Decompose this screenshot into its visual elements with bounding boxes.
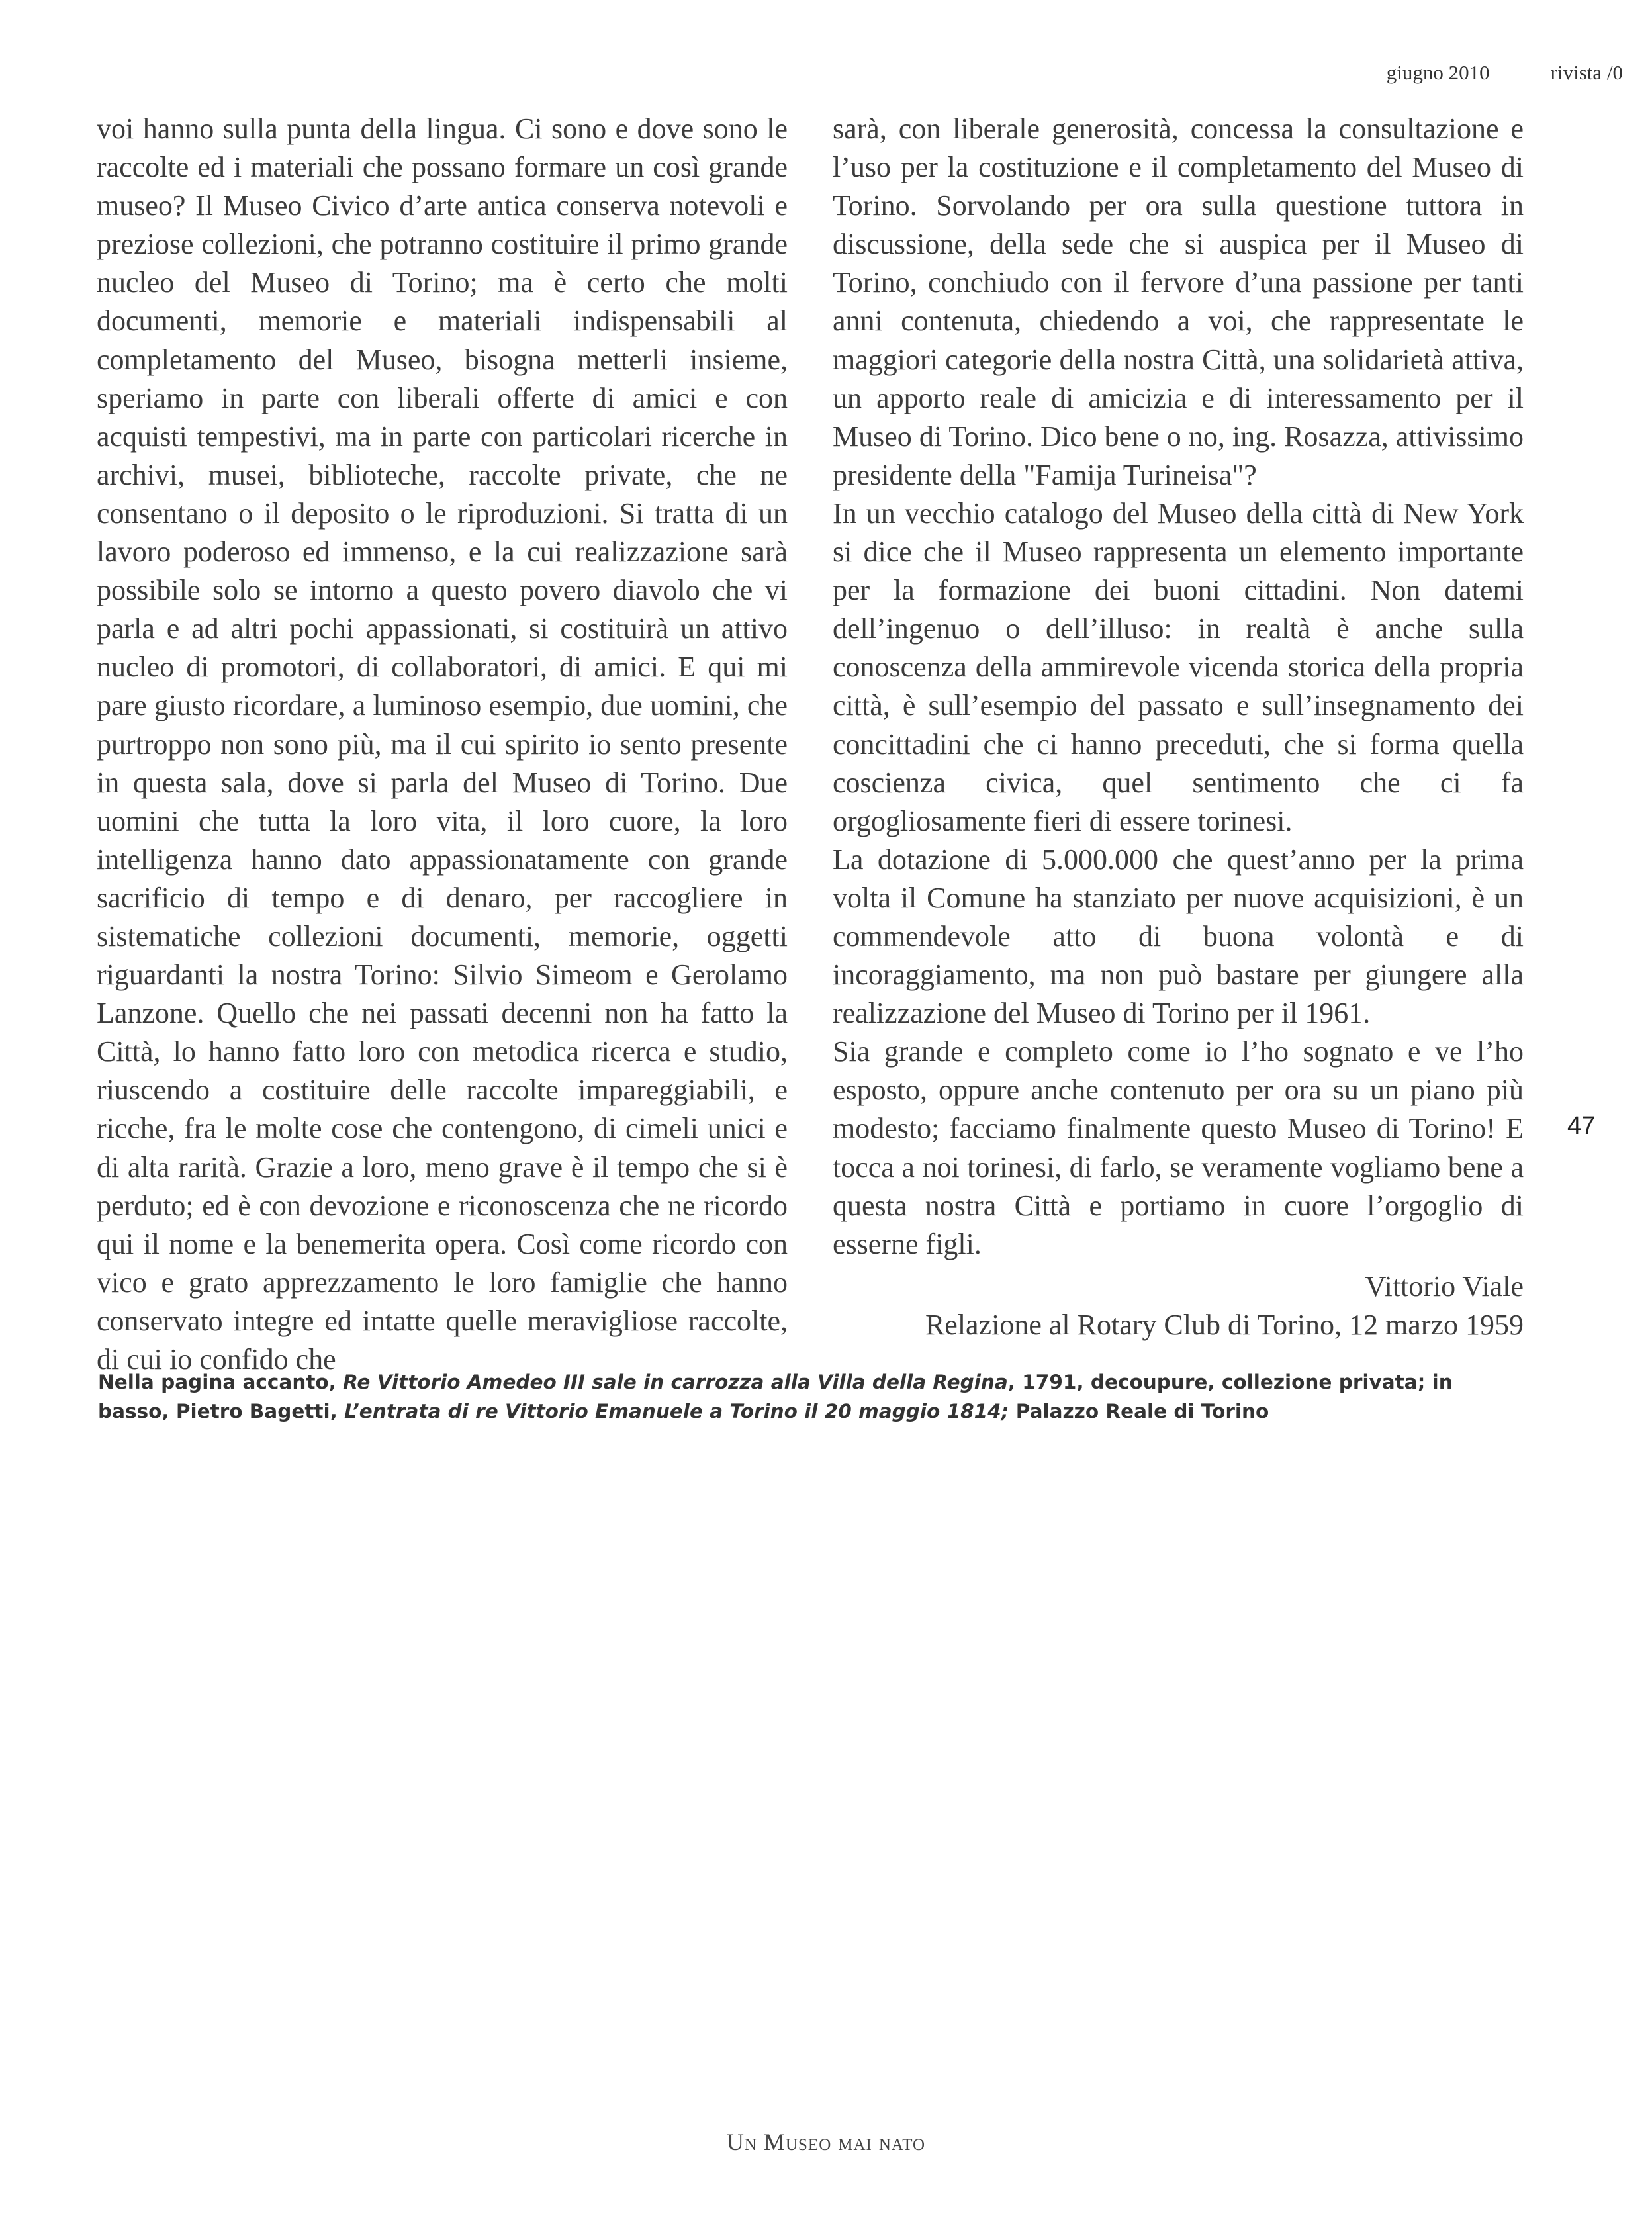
image-caption — [98, 1368, 1528, 1426]
author-signature: Vittorio Viale — [1365, 1270, 1524, 1303]
body-paragraph: voi hanno sulla punta della lingua. Ci sono e dove sono le raccolte ed i materiali che possano formare un così grande museo? Il Museo Civico d’arte antica conserva notevoli e preziose collezioni, che potranno costituire il primo grande nucleo del Museo di Torino; ma è certo che molti documenti, memorie e materiali indispensabili al completamento del Museo, bisogna metterli insieme, speriamo in parte con liberali offerte di amici e con acquisti tempestivi, ma in parte con particolari ricerche in archivi, musei, biblioteche, raccolte private, che ne consentano o il deposito o le riproduzioni. Si tratta di un lavoro poderoso ed immenso, e la cui realizzazione sarà possibile solo se intorno a questo povero diavolo che vi parla e ad altri pochi appassionati, si costituirà un attivo nucleo di promotori, di collaboratori, di amici. E qui mi pare giusto ricordare, a luminoso esempio, due uomini, che purtroppo non sono più, ma il cui spirito io sento presente in questa sala, dove si parla del Museo di Torino. Due uomini che tutta la loro vita, il loro cuore, la loro intelligenza hanno dato appassionatamente con grande sacrificio di tempo e di denaro, per raccogliere in sistematiche collezioni documenti, memorie, oggetti riguardanti la nostra Torino: Silvio Simeom e Gerolamo Lanzone. Quello che nei passati decenni non ha fatto la Città, lo hanno fatto loro con metodica ricerca e studio, riuscendo a costituire delle raccolte impareggiabili, e ricche, fra le molte cose che contengono, di cimeli unici e di alta rarità. Grazie a loro, meno grave è il tempo che si è perduto; ed è con devozione e riconoscenza che ne ricordo qui il nome e la benemerita opera. Così come ricordo con vico e grato apprezzamento le loro famiglie che hanno conservato integre ed intatte quelle meravigliose raccolte, di cui io confido che — [97, 113, 788, 1375]
running-footer: Un Museo mai nato — [726, 2129, 926, 2155]
left-text-column — [97, 110, 788, 1379]
running-header — [1387, 61, 1623, 85]
signature-source: Relazione al Rotary Club di Torino, 12 marzo 1959 — [925, 1308, 1524, 1341]
body-paragraph: La dotazione di 5.000.000 che quest’anno per la prima volta il Comune ha stanziato per nuove acquisizioni, è un commendevole atto di buona volontà e di incoraggiamento, ma non può bastare per giungere alla realizzazione del Museo di Torino per il 1961. — [833, 843, 1524, 1030]
right-text-column — [833, 110, 1524, 1344]
caption-text: , 1791, decoupure, collezione privata; in basso, Pietro Bagetti, — [98, 1371, 1453, 1422]
body-paragraph: Sia grande e completo come io l’ho sognato e ve l’ho esposto, oppure anche contenuto per ora su un piano più modesto; facciamo finalmente questo Museo di Torino! E tocca a noi torinesi, di farlo, se veramente vogliamo bene a questa nostra Città e portiamo in cuore l’orgoglio di esserne figli. — [833, 1035, 1524, 1260]
caption-text: Palazzo Reale di Torino — [1009, 1400, 1269, 1422]
magazine-name: rivista /0 — [1550, 61, 1623, 84]
caption-artwork-title: L’entrata di re Vittorio Emanuele a Torino il 20 maggio 1814; — [344, 1400, 1009, 1422]
body-paragraph: sarà, con liberale generosità, concessa la consultazione e l’uso per la costituzione e il completamento del Museo di Torino. Sorvolando per ora sulla questione tuttora in discussione, della sede che si auspica per il Museo di Torino, conchiudo con il fervore d’una passione per tanti anni contenuta, chiedendo a voi, che rappresentate le maggiori categorie della nostra Città, una solidarietà attiva, un apporto reale di amicizia e di interessamento per il Museo di Torino. Dico bene o no, ing. Rosazza, attivissimo presidente della "Famija Turineisa"? — [833, 113, 1524, 491]
page-number: 47 — [1567, 1112, 1596, 1140]
caption-artwork-title: Re Vittorio Amedeo III sale in carrozza alla Villa della Regina — [343, 1371, 1008, 1393]
issue-date: giugno 2010 — [1386, 61, 1490, 84]
body-paragraph: In un vecchio catalogo del Museo della città di New York si dice che il Museo rappresenta un elemento importante per la formazione dei buoni cittadini. Non datemi dell’ingenuo o dell’illuso: in realtà è anche sulla conoscenza della ammirevole vicenda storica della propria città, è sull’esempio del passato e sull’insegnamento dei concittadini che ci hanno preceduti, che si forma quella coscienza civica, quel sentimento che ci fa orgogliosamente fieri di essere torinesi. — [833, 496, 1524, 837]
caption-text: Nella pagina accanto, — [98, 1371, 344, 1393]
